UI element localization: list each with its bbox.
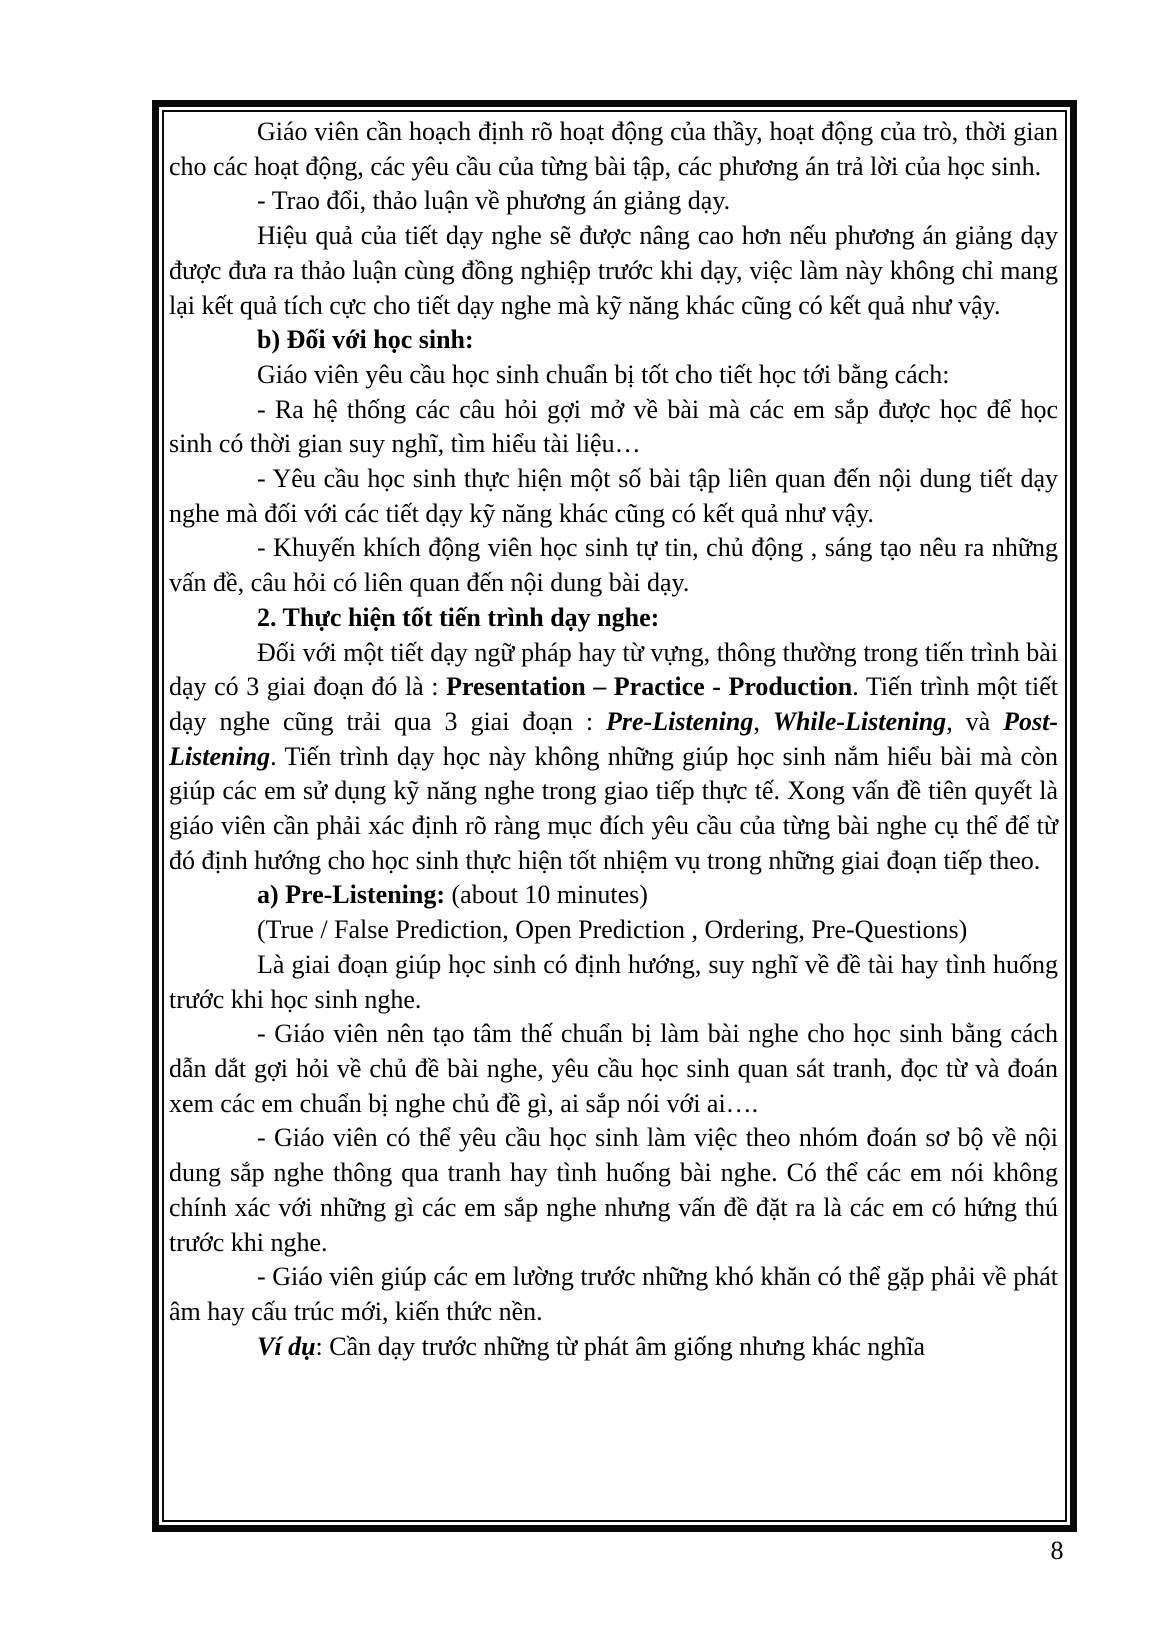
paragraph	[169, 219, 1058, 323]
text-run: . Tiến trình dạy học này không những giúp học sinh nắm hiểu bài mà còn giúp các em sử dụng kỹ năng nghe trong giao tiếp thực tế. Xong vấn đề tiên quyết là giáo viên cần phải xác định rõ ràng mục đích yêu cầu của từng bài nghe cụ thể để từ đó định hướng cho học sinh thực hiện tốt nhiệm vụ trong những giai đoạn tiếp theo.	[169, 741, 1058, 875]
text-run: Hiệu quả của tiết dạy nghe sẽ được nâng cao hơn nếu phương án giảng dạy được đưa ra thảo luận cùng đồng nghiệp trước khi dạy, việc làm này không chỉ mang lại kết quả tích cực cho tiết dạy nghe mà kỹ năng khác cũng có kết quả như vậy.	[169, 221, 1058, 320]
text-run: - Khuyến khích động viên học sinh tự tin, chủ động , sáng tạo nêu ra những vấn đề, câu hỏi có liên quan đến nội dung bài dạy.	[169, 533, 1058, 598]
paragraph	[169, 1017, 1058, 1121]
text-run: Là giai đoạn giúp học sinh có định hướng, suy nghĩ về đề tài hay tình huống trước khi học sinh nghe.	[169, 949, 1058, 1014]
paragraph	[169, 913, 1058, 948]
text-run-b: Presentation – Practice - Production	[446, 672, 853, 702]
paragraph	[169, 531, 1058, 600]
text-run: : Cần dạy trước những từ phát âm giống nhưng khác nghĩa	[315, 1331, 926, 1361]
text-run: (True / False Prediction, Open Prediction , Ordering, Pre-Questions)	[257, 915, 968, 945]
page-number: 8	[1050, 1536, 1064, 1565]
page-border-frame	[152, 100, 1077, 1532]
paragraph	[169, 1260, 1058, 1329]
paragraph	[169, 184, 1058, 219]
text-run: Giáo viên cần hoạch định rõ hoạt động của thầy, hoạt động của trò, thời gian cho các hoạt động, các yêu cầu của từng bài tập, các phương án trả lời của học sinh.	[169, 117, 1058, 181]
paragraph	[169, 115, 1058, 184]
text-run-b: b) Đối với học sinh:	[257, 325, 474, 355]
text-run: - Yêu cầu học sinh thực hiện một số bài tập liên quan đến nội dung tiết dạy nghe mà đối với các tiết dạy kỹ năng khác cũng có kết quả như vậy.	[169, 464, 1058, 528]
paragraph	[169, 948, 1058, 1017]
paragraph	[169, 358, 1058, 393]
paragraph	[169, 462, 1058, 531]
paragraph	[169, 1330, 1058, 1365]
text-run: - Giáo viên nên tạo tâm thế chuẩn bị làm bài nghe cho học sinh bằng cách dẫn dắt gợi hỏi về chủ đề bài nghe, yêu cầu học sinh quan sát tranh, đọc từ và đoán xem các em chuẩn bị nghe chủ đề gì, ai sắp nói với ai….	[169, 1019, 1058, 1118]
text-run: Đối với một tiết dạy ngữ pháp hay từ vựng, thông thường trong tiến trình bài dạy có 3 giai đoạn đó là :	[169, 637, 1058, 702]
text-run-bi: While-Listening	[772, 706, 947, 736]
paragraph	[169, 601, 1058, 636]
text-run-b: a) Pre-Listening:	[257, 880, 445, 910]
text-run-b: 2. Thực hiện tốt tiến trình dạy nghe:	[257, 602, 660, 632]
paragraph	[169, 323, 1058, 358]
text-run-bi: Ví dụ	[257, 1331, 316, 1361]
paragraph	[169, 636, 1058, 879]
text-run: ,	[753, 706, 773, 736]
text-run: - Giáo viên giúp các em lường trước những khó khăn có thể gặp phải về phát âm hay cấu trúc mới, kiến thức nền.	[169, 1262, 1058, 1326]
text-run: - Trao đổi, thảo luận về phương án giảng dạy.	[257, 186, 731, 216]
paragraph	[169, 393, 1058, 462]
text-run: . Tiến trình một tiết dạy nghe cũng trải qua 3 giai đoạn :	[169, 672, 1059, 736]
text-run-bi: Post-Listening	[169, 706, 1059, 771]
text-run: - Giáo viên có thể yêu cầu học sinh làm việc theo nhóm đoán sơ bộ về nội dung sắp nghe thông qua tranh hay tình huống bài nghe. Có thể các em nói không chính xác với những gì các em sắp nghe nhưng vấn đề đặt ra là các em có hứng thú trước khi nghe.	[169, 1123, 1058, 1257]
text-run-bi: Pre-Listening	[606, 706, 754, 736]
document-body	[162, 110, 1067, 1522]
text-run: (about 10 minutes)	[445, 880, 648, 910]
text-run: Giáo viên yêu cầu học sinh chuẩn bị tốt cho tiết học tới bằng cách:	[257, 359, 950, 389]
paragraph	[169, 1121, 1058, 1260]
paragraph	[169, 878, 1058, 913]
text-run: - Ra hệ thống các câu hỏi gợi mở về bài mà các em sắp được học để học sinh có thời gian suy nghĩ, tìm hiểu tài liệu…	[169, 394, 1058, 459]
text-run: , và	[946, 706, 1004, 736]
